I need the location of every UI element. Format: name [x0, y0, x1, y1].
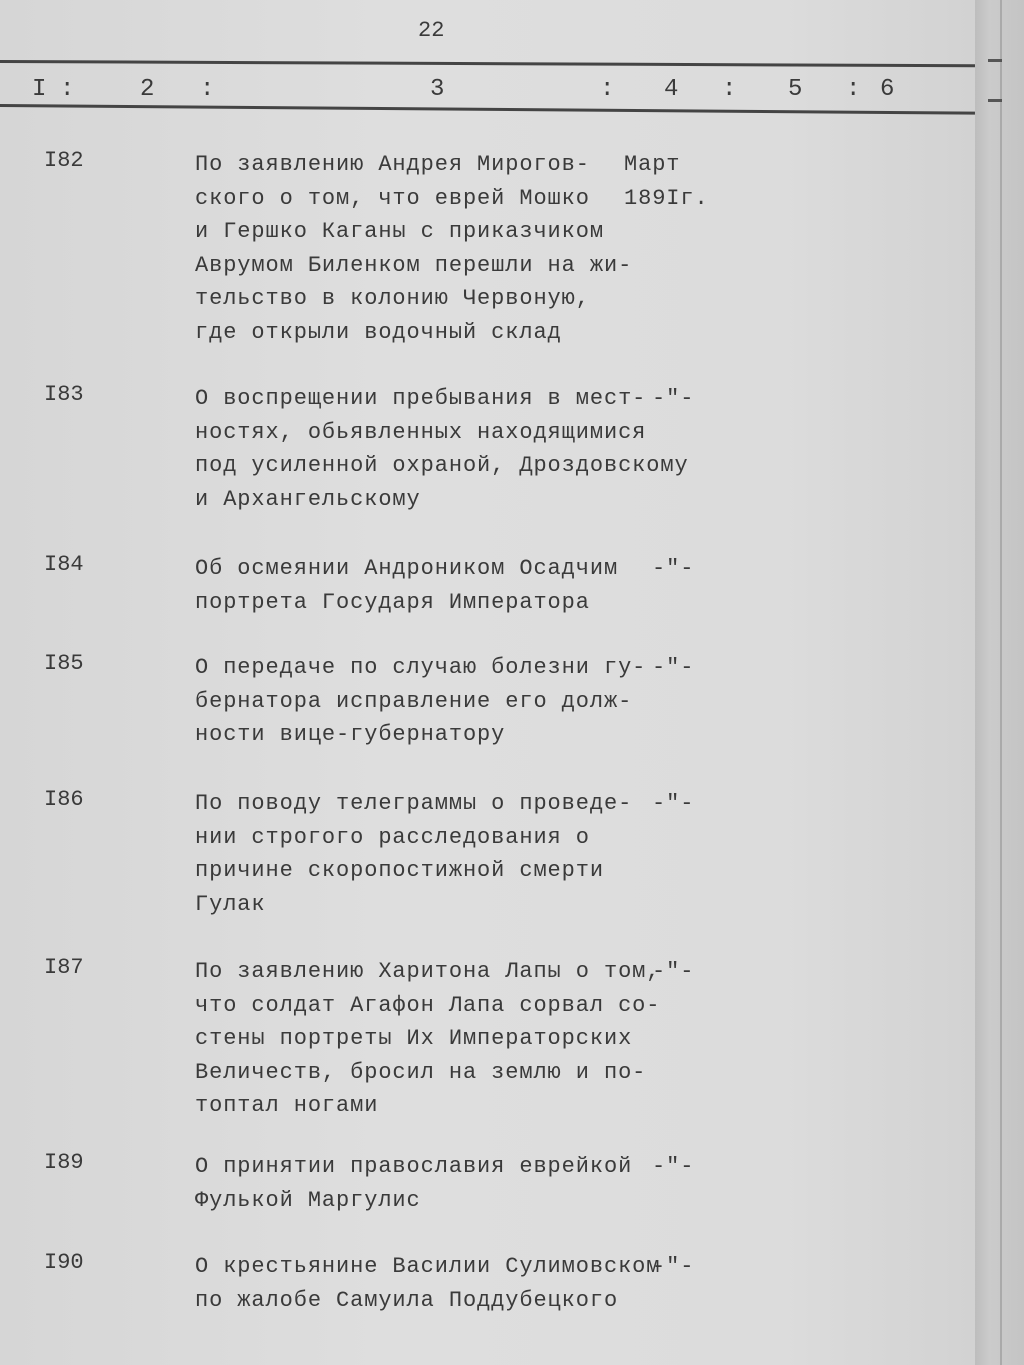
entry-number: I89 — [44, 1150, 84, 1175]
entry-number: I87 — [44, 955, 84, 980]
date-line: -"- — [652, 1154, 695, 1179]
date-line: -"- — [652, 386, 695, 411]
description-line: где открыли водочный склад — [195, 319, 562, 345]
date-line: -"- — [652, 655, 695, 680]
description-line: Об осмеянии Андроником Осадчим — [195, 556, 619, 581]
description-line: О воспрещении пребывания в мест- — [195, 386, 647, 411]
col-4: 4 — [664, 76, 679, 103]
date-line: 189Iг. — [624, 185, 709, 211]
margin-mark — [988, 99, 1002, 102]
entry-number: I85 — [44, 651, 84, 676]
description-line: Аврумом Биленком перешли на жи- — [195, 252, 633, 278]
description-line: нии строгого расследования о — [195, 824, 590, 850]
entry-date — [624, 148, 709, 215]
date-line: -"- — [652, 556, 695, 581]
date-line: Март — [624, 152, 681, 177]
description-line: О крестьянине Василии Сулимовском — [195, 1254, 661, 1279]
entry-date — [652, 552, 694, 586]
col-3: 3 — [430, 76, 445, 103]
date-line: -"- — [652, 959, 695, 984]
description-line: По заявлению Андрея Мирогов- — [195, 152, 590, 177]
entry-description — [195, 787, 632, 921]
col-6: 6 — [880, 76, 895, 103]
entry-date — [652, 787, 694, 821]
description-line: О принятии православия еврейкой — [195, 1154, 633, 1179]
page-number: 22 — [418, 18, 445, 43]
description-line: и Гершко Каганы с приказчиком — [195, 219, 604, 245]
entry-description — [195, 1250, 660, 1317]
entry-number: I86 — [44, 787, 84, 812]
description-line: ности вице-губернатору — [195, 722, 506, 748]
entry-number: I82 — [44, 148, 84, 173]
description-line: О передаче по случаю болезни гу- — [195, 655, 647, 680]
description-line: ского о том, что еврей Мошко — [195, 185, 590, 211]
entry-number: I84 — [44, 552, 84, 577]
entry-description — [195, 651, 646, 752]
entry-description — [195, 382, 689, 516]
col-2: 2 — [140, 76, 155, 103]
entry-description — [195, 552, 618, 619]
description-line: Гулак — [195, 891, 266, 917]
description-line: ностях, обьявленных находящимися — [195, 419, 647, 445]
description-line: что солдат Агафон Лапа сорвал со- — [195, 992, 661, 1018]
description-line: и Архангельскому — [195, 486, 421, 512]
description-line: причине скоропостижной смерти — [195, 858, 604, 884]
page-edge-line — [1000, 0, 1002, 1365]
entry-description — [195, 955, 660, 1123]
description-line: под усиленной охраной, Дроздовскому — [195, 453, 689, 479]
entry-description — [195, 1150, 632, 1217]
entry-date — [652, 651, 694, 685]
entry-number: I83 — [44, 382, 84, 407]
description-line: стены портреты Их Императорских — [195, 1026, 633, 1052]
margin-mark — [988, 59, 1002, 62]
entry-description — [195, 148, 632, 350]
entry-date — [652, 955, 694, 989]
entry-date — [652, 1250, 694, 1284]
description-line: тельство в колонию Червоную, — [195, 286, 590, 312]
description-line: по жалобе Самуила Поддубецкого — [195, 1287, 619, 1313]
description-line: топтал ногами — [195, 1093, 379, 1119]
description-line: По поводу телеграммы о проведе- — [195, 791, 633, 816]
date-line: -"- — [652, 1254, 695, 1279]
description-line: портрета Государя Императора — [195, 589, 590, 615]
entry-date — [652, 382, 694, 416]
col-1: I — [32, 76, 47, 103]
date-line: -"- — [652, 791, 695, 816]
description-line: Фулькой Маргулис — [195, 1187, 421, 1213]
entry-number: I90 — [44, 1250, 84, 1275]
description-line: Величеств, бросил на землю и по- — [195, 1059, 647, 1085]
description-line: бернатора исправление его долж- — [195, 688, 633, 714]
description-line: По заявлению Харитона Лапы о том, — [195, 959, 661, 984]
col-5: 5 — [788, 76, 803, 103]
entry-date — [652, 1150, 694, 1184]
